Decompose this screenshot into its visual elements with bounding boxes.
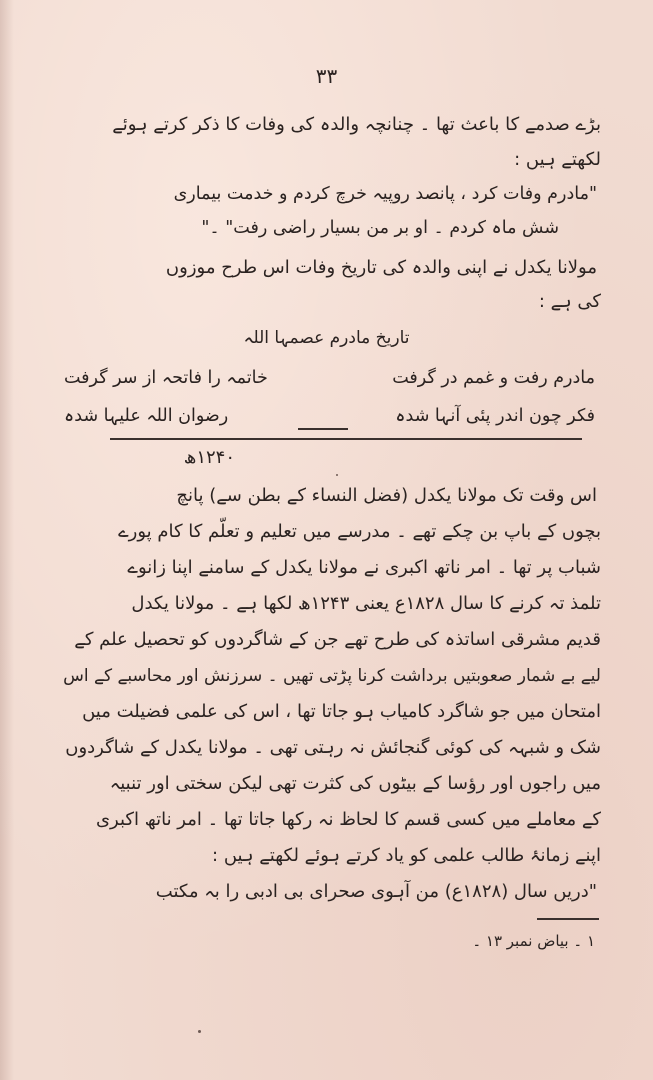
verse-left: رضوان اللہ علیہا شدہ [64,406,229,426]
verse-underline [298,428,348,430]
verse-right: فکر چون اندر پئی آنہا شدہ [395,406,595,426]
text-line: شک و شبہہ کی کوئی گنجائش نہ رہتی تھی ۔ مولانا یکدل کے شاگردوں [65,737,601,758]
text-line: کی ہے : [538,291,601,312]
footnote: ۱ ۔ بیاض نمبر ۱۳ ۔ [472,932,595,950]
text-line: لکھتے ہیں : [514,149,601,170]
footnote-rule [537,918,599,920]
paper-speck [336,474,338,476]
text-line: اپنے زمانۂ طالب علمی کو یاد کرتے ہوئے لکھتے ہیں : [212,845,601,866]
text-line: میں راجوں اور رؤسا کے بیٹوں کی کثرت تھی لیکن سختی اور تنبیہ [109,773,601,794]
poem-year: ۱۲۴۰ھ [183,447,235,468]
text-line: قدیم مشرقی اساتذہ کی طرح تھے جن کے شاگردوں کو تحصیل علم کے [74,629,601,650]
text-line: اس وقت تک مولانا یکدل (فضل النساء کے بطن سے) پانچ [176,485,597,506]
text-line: لیے بے شمار صعوبتیں برداشت کرنا پڑتی تھیں ۔ سرزنش اور محاسبے کے اس [63,666,601,686]
text-line: بچوں کے باپ بن چکے تھے ۔ مدرسے میں تعلیم و تعلّم کا کام پورے [118,521,601,542]
page-edge-shadow [0,0,14,1080]
quote-line: شش ماہ کردم ۔ او بر من بسیار راضی رفت" ۔" [201,218,559,238]
poem-rule [110,438,582,440]
text-line: تلمذ تہ کرنے کا سال ۱۸۲۸ع یعنی ۱۲۴۳ھ لکھا ہے ۔ مولانا یکدل [131,593,601,614]
verse-left: خاتمہ را فاتحہ از سر گرفت [64,368,268,388]
page-number: ۳۳ [315,64,338,88]
text-line: امتحان میں جو شاگرد کامیاب ہو جاتا تھا ، اس کی علمی فضیلت میں [82,701,601,722]
text-line: شباب پر تھا ۔ امر ناتھ اکبری نے مولانا یکدل کے سامنے اپنا زانوے [127,557,601,578]
text-line: "دریں سال (۱۸۲۸ع) من آہوی صحرای بی ادبی را بہ مکتب [155,881,597,902]
text-line: کے معاملے میں کسی قسم کا لحاظ نہ رکھا جاتا تھا ۔ امر ناتھ اکبری [95,809,601,830]
quote-line: "مادرم وفات کرد ، پانصد روپیہ خرچ کردم و خدمت بیماری [173,184,597,204]
text-line: بڑے صدمے کا باعث تھا ۔ چنانچہ والدہ کی وفات کا ذکر کرتے ہوئے [112,114,601,135]
paper-speck [198,1030,201,1033]
text-line: مولانا یکدل نے اپنی والدہ کی تاریخ وفات اس طرح موزوں [165,257,597,278]
verse-right: مادرم رفت و غمم در گرفت [392,368,595,388]
poem-title: تاریخ مادرم عصمہا اللہ [243,328,410,348]
